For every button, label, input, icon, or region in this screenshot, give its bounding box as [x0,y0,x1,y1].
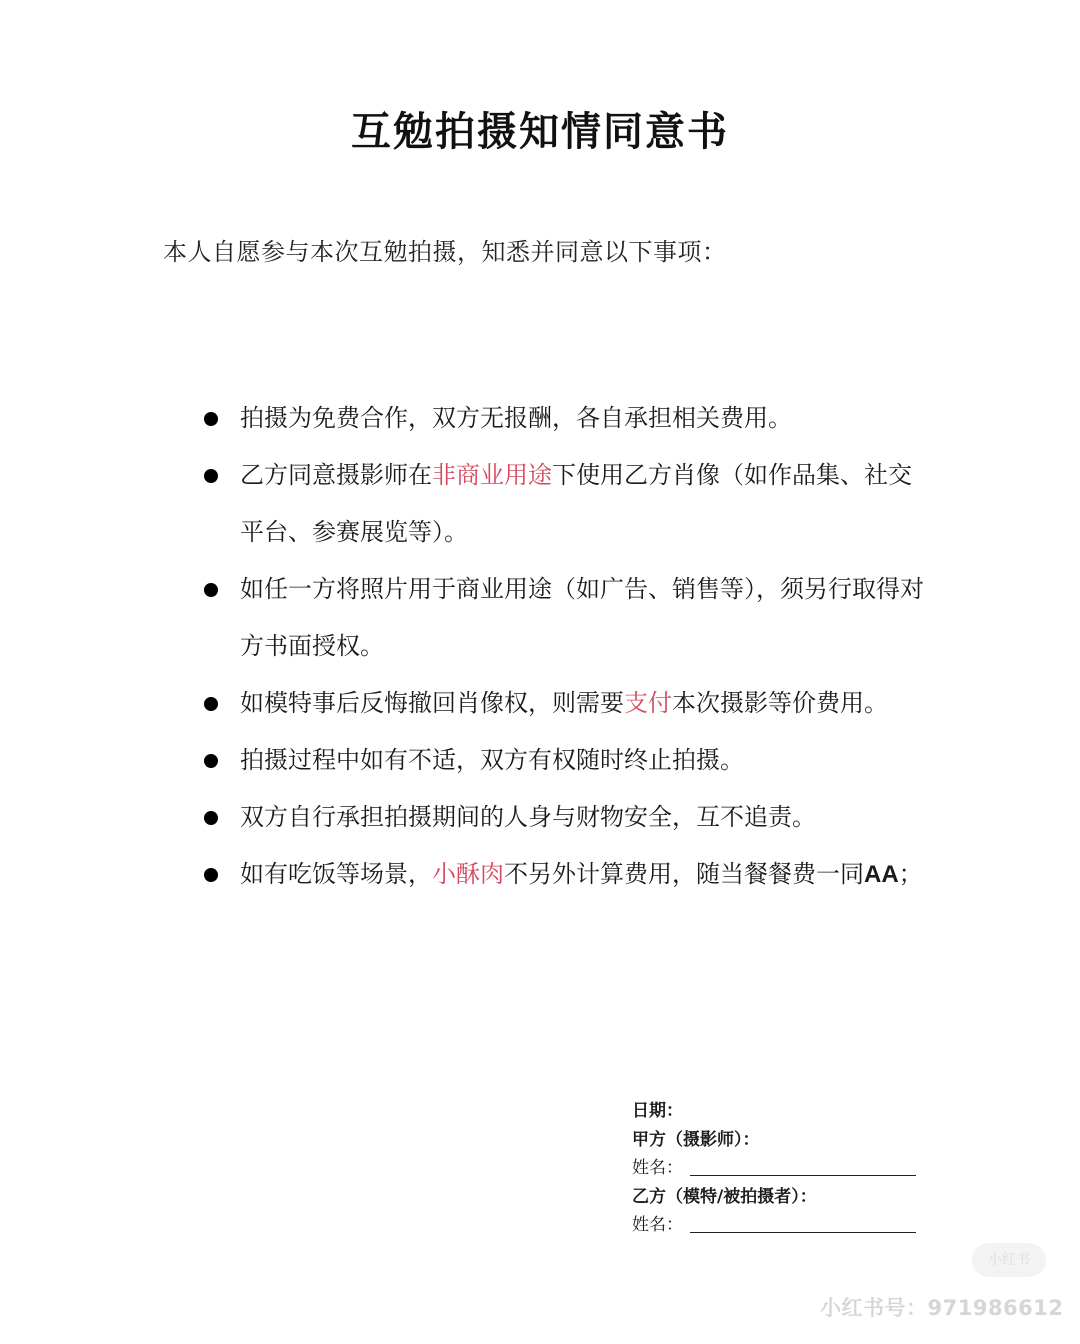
term-item [200,390,930,447]
term-item [200,675,930,732]
signature-line-a[interactable] [690,1175,916,1176]
bullet-icon [204,811,218,825]
date-label: 日期： [632,1101,683,1121]
term-item [200,561,930,675]
term-text: 拍摄过程中如有不适，双方有权随时终止拍摄。 [240,746,744,774]
term-text: 下使用乙方肖像（如作品集、社交平台、参赛展览等）。 [240,461,912,546]
term-item [200,846,930,903]
party-a-label: 甲方（摄影师）： [632,1129,760,1150]
name-label-a: 姓名： [632,1158,683,1178]
term-text: 本次摄影等价费用。 [672,689,888,717]
term-highlight: 非商业用途 [432,461,552,489]
term-text: 如任一方将照片用于商业用途（如广告、销售等），须另行取得对方书面授权。 [240,575,924,660]
term-text: 如模特事后反悔撤回肖像权，则需要 [240,689,624,717]
signature-block [632,1097,932,1240]
term-text: 不另外计算费用，随当餐餐费一同 [504,860,864,888]
term-text: 如有吃饭等场景， [240,860,432,888]
term-text: ； [898,860,923,888]
term-text: 双方自行承担拍摄期间的人身与财物安全，互不追责。 [240,803,816,831]
bullet-icon [204,697,218,711]
bullet-icon [204,583,218,597]
term-text: 乙方同意摄影师在 [240,461,432,489]
name-row-a [632,1154,932,1183]
bullet-icon [204,469,218,483]
term-text: 拍摄为免费合作，双方无报酬，各自承担相关费用。 [240,404,792,432]
document-title: 互勉拍摄知情同意书 [351,108,729,155]
watermark-logo: 小红书 [972,1243,1046,1277]
watermark-id: 小红书号：971986612 [820,1296,1064,1320]
term-text-aa: AA [864,861,899,888]
bullet-icon [204,754,218,768]
term-highlight: 支付 [624,689,672,717]
party-b-label: 乙方（模特/被拍摄者）： [632,1186,817,1207]
bullet-icon [204,868,218,882]
term-item [200,447,930,561]
name-row-b [632,1211,932,1240]
intro-paragraph: 本人自愿参与本次互勉拍摄，知悉并同意以下事项： [163,238,727,266]
bullet-icon [204,412,218,426]
term-highlight: 小酥肉 [432,860,504,888]
term-item [200,732,930,789]
terms-list [200,390,930,903]
signature-line-b[interactable] [690,1232,916,1233]
name-label-b: 姓名： [632,1215,683,1235]
term-item [200,789,930,846]
